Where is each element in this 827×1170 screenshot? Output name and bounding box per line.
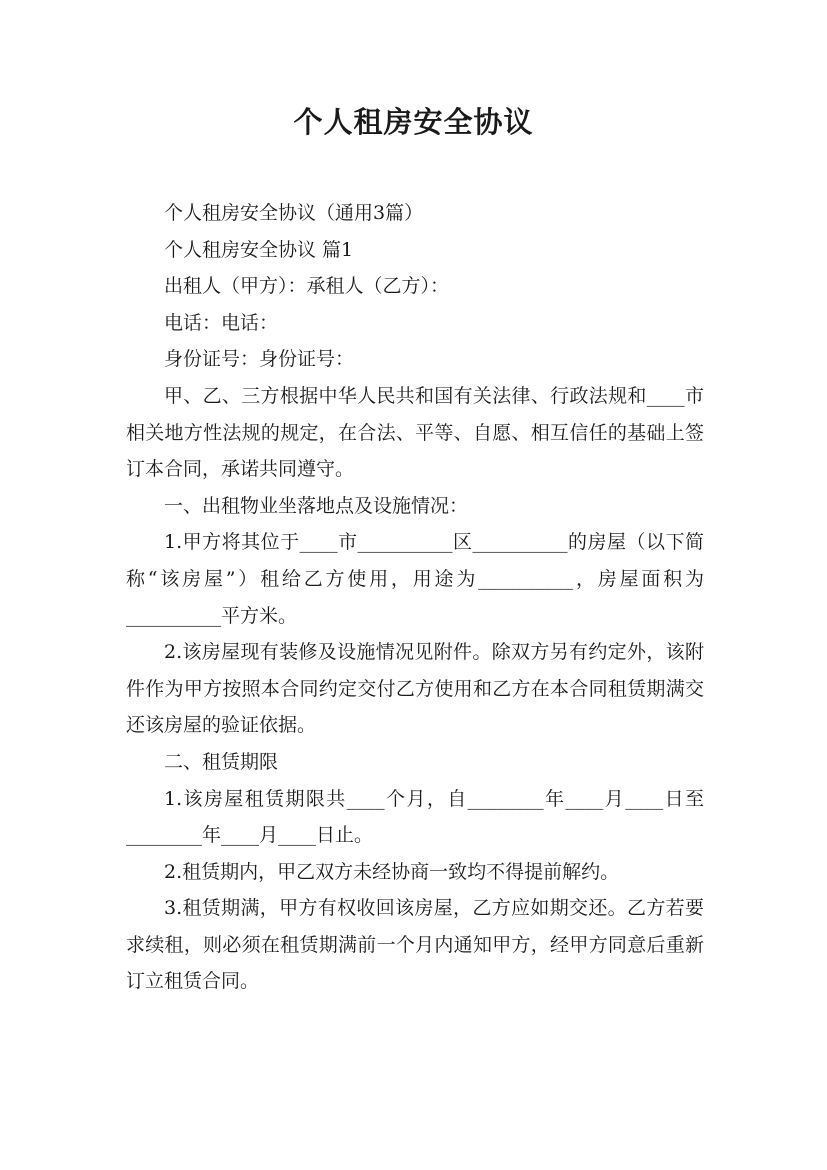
paragraph-subtitle: 个人租房安全协议（通用3篇） (164, 202, 424, 224)
paragraph-clause-heading-1: 一、出租物业坐落地点及设施情况： (164, 494, 469, 517)
paragraph-preamble: 甲、乙、三方根据中华人民共和国有关法律、行政法规和____市相关地方性法规的规定，在合法、平等、自愿、相互信任的基础上签订本合同，承诺共同遵守。 (126, 384, 704, 481)
document-title: 个人租房安全协议 (293, 105, 534, 139)
paragraph-clause-1-1: 1.甲方将其位于____市__________区__________的房屋（以下简称“该房屋”）租给乙方使用，用途为__________，房屋面积为__________平方米。 (126, 531, 704, 627)
paragraph-parties: 出租人（甲方）：承租人（乙方）： (164, 275, 450, 298)
paragraph-clause-2-1: 1.该房屋租赁期限共____个月，自________年____月____日至________年____月____日止。 (126, 787, 704, 847)
paragraph-clause-1-2: 2.该房屋现有装修及设施情况见附件。除双方另有约定外，该附件作为甲方按照本合同约定交付乙方使用和乙方在本合同租赁期满交还该房屋的验证依据。 (126, 641, 704, 737)
paragraph-clause-2-2: 2.租赁期内，甲乙双方未经协商一致均不得提前解约。 (164, 860, 620, 883)
paragraph-phone: 电话：电话： (164, 311, 279, 334)
paragraph-clause-heading-2: 二、租赁期限 (164, 750, 279, 773)
paragraph-clause-2-3: 3.租赁期满，甲方有权收回该房屋，乙方应如期交还。乙方若要求续租，则必须在租赁期满前一个月内通知甲方，经甲方同意后重新订立租赁合同。 (126, 897, 704, 993)
paragraph-section-heading: 个人租房安全协议 篇1 (164, 238, 354, 261)
paragraph-id-number: 身份证号：身份证号： (164, 348, 355, 371)
document-body (126, 195, 704, 1000)
